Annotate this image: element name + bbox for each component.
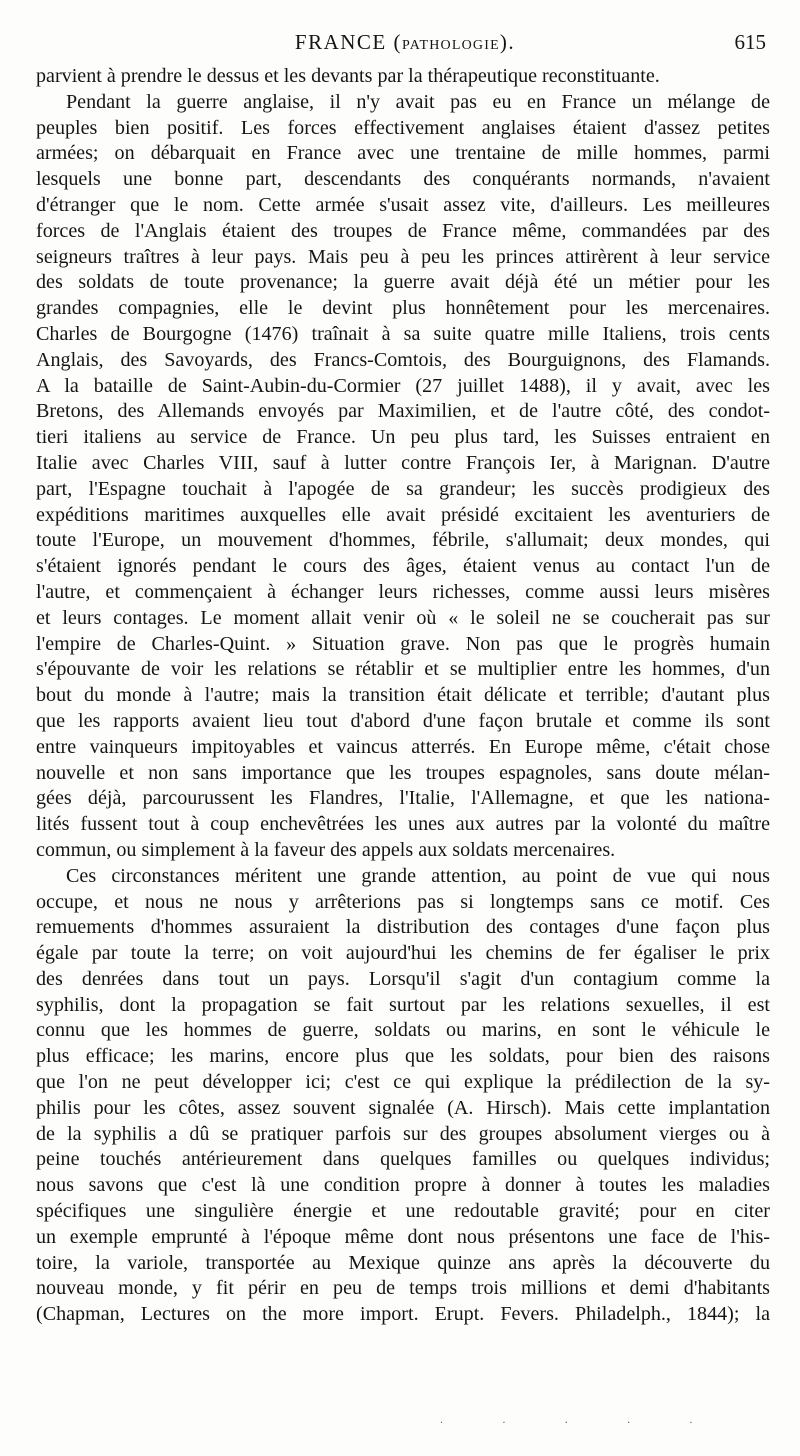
- text-line: remuements d'hommes assuraient la distribution des contages d'une façon plus: [36, 916, 770, 939]
- text-line: des soldats de toute provenance; la guerre avait déjà été un métier pour les: [36, 271, 770, 294]
- text-line: Anglais, des Savoyards, des Francs-Comtois, des Bourguignons, des Flamands.: [36, 348, 770, 371]
- text-line: (Chapman, Lectures on the more import. Erupt. Fevers. Philadelph., 1844); la: [36, 1303, 770, 1326]
- running-title-main: FRANCE (: [294, 30, 403, 54]
- text-line: lesquels une bonne part, descendants des conquérants normands, n'avaient: [36, 168, 770, 191]
- text-line: nouveau monde, y fit périr en peu de temps trois millions et demi d'habitants: [36, 1277, 770, 1300]
- running-title: [44, 30, 766, 55]
- text-line: philis pour les côtes, assez souvent signalée (A. Hirsch). Mais cette implantation: [36, 1096, 770, 1119]
- text-line: Charles de Bourgogne (1476) traînait à sa suite quatre mille Italiens, trois cents: [36, 322, 770, 345]
- text-line: s'étaient ignorés pendant le cours des âges, étaient venus au contact l'un de: [36, 555, 770, 578]
- text-line: commun, ou simplement à la faveur des appels aux soldats mercenaires.: [36, 838, 616, 861]
- text-line: que l'on ne peut développer ici; c'est ce qui explique la prédilection de la sy-: [36, 1071, 770, 1094]
- running-title-end: ).: [499, 30, 516, 54]
- bottom-print-marks: · · · · ·: [440, 1418, 721, 1429]
- text-line: plus efficace; les marins, encore plus que les soldats, pour bien des raisons: [36, 1045, 770, 1068]
- text-line: s'épouvante de voir les relations se rétablir et se multiplier entre les hommes, d'un: [36, 658, 770, 681]
- text-line: un exemple emprunté à l'époque même dont nous présentons une face de l'his-: [36, 1225, 770, 1248]
- text-line: spécifiques une singulière énergie et une redoutable gravité; pour en citer: [36, 1200, 770, 1223]
- text-line: et leurs contages. Le moment allait venir où « le soleil ne se coucherait pas sur: [36, 606, 770, 629]
- text-line: Ces circonstances méritent une grande attention, au point de vue qui nous: [66, 864, 770, 887]
- text-line: l'empire de Charles-Quint. » Situation grave. Non pas que le progrès humain: [36, 632, 770, 655]
- page-number: 615: [734, 30, 766, 54]
- text-line: de la syphilis a dû se pratiquer parfois sur des groupes absolument vierges ou à: [36, 1122, 770, 1145]
- text-line: peuples bien positif. Les forces effectivement anglaises étaient d'assez petites: [36, 116, 770, 139]
- text-line: des denrées dans tout un pays. Lorsqu'il s'agit d'un contagium comme la: [36, 967, 770, 990]
- text-line: Pendant la guerre anglaise, il n'y avait pas eu en France un mélange de: [66, 90, 770, 113]
- text-line: gées déjà, parcourussent les Flandres, l'Italie, l'Allemagne, et que les nationa-: [36, 787, 770, 810]
- text-line: toire, la variole, transportée au Mexique quinze ans après la découverte du: [36, 1251, 770, 1274]
- text-line: nous savons que c'est là une condition propre à donner à toutes les maladies: [36, 1174, 770, 1197]
- running-title-subject: PATHOLOGIE: [402, 38, 500, 53]
- text-line: bout du monde à l'autre; mais la transition était délicate et terrible; d'autant plus: [36, 684, 770, 707]
- text-line: expéditions maritimes auxquelles elle avait présidé excitaient les aventuriers de: [36, 503, 770, 526]
- text-line: syphilis, dont la propagation se fait surtout par les relations sexuelles, il est: [36, 993, 770, 1016]
- text-line: d'étranger que le nom. Cette armée s'usait assez vite, d'ailleurs. Les meilleures: [36, 193, 770, 216]
- body-text: [36, 64, 770, 1328]
- text-line: nouvelle et non sans importance que les troupes espagnoles, sans doute mélan-: [36, 761, 770, 784]
- text-line: armées; on débarquait en France avec une trentaine de mille hommes, parmi: [36, 142, 770, 165]
- text-line: l'autre, et commençaient à échanger leurs richesses, comme aussi leurs misères: [36, 580, 770, 603]
- text-line: toute l'Europe, un mouvement d'hommes, fébrile, s'allumait; deux mondes, qui: [36, 529, 770, 552]
- text-line: parvient à prendre le dessus et les devants par la thérapeutique reconstituante.: [36, 65, 660, 87]
- text-line: égale par toute la terre; on voit aujourd'hui les chemins de fer égaliser le prix: [36, 942, 770, 965]
- text-line: part, l'Espagne touchait à l'apogée de sa grandeur; les succès prodigieux des: [36, 477, 770, 500]
- text-line: connu que les hommes de guerre, soldats ou marins, en sont le véhicule le: [36, 1019, 770, 1042]
- text-line: forces de l'Anglais étaient des troupes de France même, commandées par des: [36, 219, 770, 242]
- running-head: [44, 30, 766, 58]
- text-line: Italie avec Charles VIII, sauf à lutter contre François Ier, à Marignan. D'autre: [36, 451, 770, 474]
- text-line: que les rapports avaient lieu tout d'abord d'une façon brutale et comme ils sont: [36, 709, 770, 732]
- text-line: peine touchés antérieurement dans quelques familles ou quelques individus;: [36, 1148, 770, 1171]
- text-line: entre vainqueurs impitoyables et vaincus atterrés. En Europe même, c'était chose: [36, 735, 770, 758]
- text-line: seigneurs traîtres à leur pays. Mais peu à peu les princes attirèrent à leur service: [36, 245, 770, 268]
- text-line: A la bataille de Saint-Aubin-du-Cormier (27 juillet 1488), il y avait, avec les: [36, 374, 770, 397]
- text-line: grandes compagnies, elle le devint plus honnêtement pour les mercenaires.: [36, 297, 770, 320]
- text-line: lités fussent tout à coup enchevêtrées les unes aux autres par la volonté du maître: [36, 813, 770, 836]
- text-line: occupe, et nous ne nous y arrêterions pas si longtemps sans ce motif. Ces: [36, 890, 770, 913]
- text-line: Bretons, des Allemands envoyés par Maximilien, et de l'autre côté, des condot-: [36, 400, 770, 423]
- text-line: tieri italiens au service de France. Un peu plus tard, les Suisses entraient en: [36, 426, 770, 449]
